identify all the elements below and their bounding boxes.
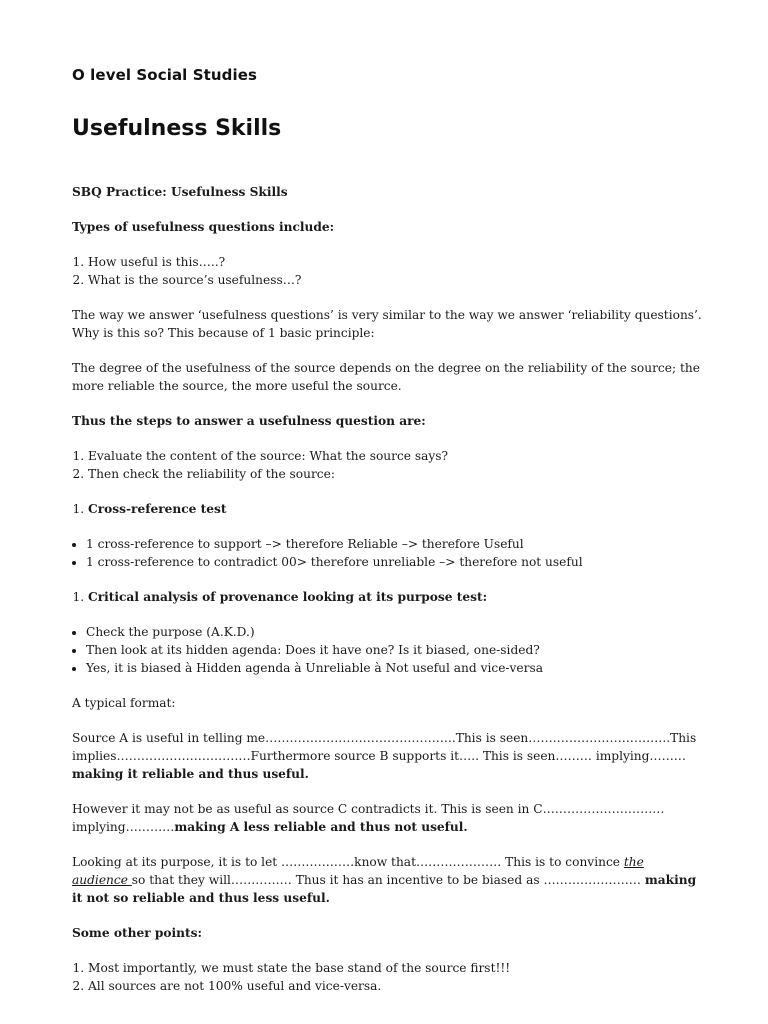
types-heading: Types of usefulness questions include:: [72, 220, 335, 234]
list-item: • 1 cross-reference to support –> therefore Reliable –> therefore Useful: [86, 535, 702, 553]
list-item: • 1 cross-reference to contradict 00> therefore unreliable –> therefore not useful: [86, 553, 702, 571]
cross-ref-list: [72, 535, 702, 571]
format-paragraph-1: Source A is useful in telling me………………………………………..This is seen……………………………..This implies……………………………Furthermore source B supports it….. This is seen……… implying……… making it reliable and thus useful.: [72, 731, 697, 781]
types-list: [72, 253, 702, 289]
principle-paragraph: The degree of the usefulness of the source depends on the degree on the reliability of the source; the more reliable the source, the more useful the source.: [72, 361, 700, 393]
other-heading: Some other points:: [72, 926, 202, 940]
format-paragraph-2: However it may not be as useful as source C contradicts it. This is seen in C………………………… implying…………making A less reliable and thus not useful.: [72, 802, 665, 834]
list-item: • Check the purpose (A.K.D.): [86, 623, 702, 641]
audience-text: the audience: [72, 855, 644, 887]
article-body: [72, 183, 702, 1012]
list-item: 1. Most importantly, we must state the base stand of the source first!!!: [88, 959, 702, 977]
critical-heading-list: [72, 588, 702, 606]
critical-list: [72, 623, 702, 677]
intro-paragraph: The way we answer ‘usefulness questions’ is very similar to the way we answer ‘reliability questions’. Why is this so? This because of 1 basic principle:: [72, 308, 702, 340]
other-list: [72, 959, 702, 995]
format-intro: A typical format:: [72, 696, 176, 710]
cross-ref-heading: 1. Cross-reference test: [88, 500, 702, 518]
list-item: 1. Evaluate the content of the source: What the source says?: [88, 447, 702, 465]
list-item: 2. All sources are not 100% useful and vice-versa.: [88, 977, 702, 995]
steps-heading: Thus the steps to answer a usefulness question are:: [72, 414, 426, 428]
list-item: 1. How useful is this…..?: [88, 253, 702, 271]
list-item: • Yes, it is biased à Hidden agenda à Unreliable à Not useful and vice-versa: [86, 659, 702, 677]
site-title[interactable]: O level Social Studies: [72, 66, 258, 84]
cross-ref-heading-list: [72, 500, 702, 518]
list-item: • Then look at its hidden agenda: Does it have one? Is it biased, one-sided?: [86, 641, 702, 659]
list-item: 2. What is the source’s usefulness…?: [88, 271, 702, 289]
critical-heading: 1. Critical analysis of provenance looking at its purpose test:: [88, 588, 702, 606]
list-item: 2. Then check the reliability of the source:: [88, 465, 702, 483]
page-title: Usefulness Skills: [72, 116, 282, 141]
format-paragraph-3: Looking at its purpose, it is to let ………………know that………………… This is to convince the audience so that they will…………… Thus it has an incentive to be biased as …………………… making it not so reliable and thus less useful.: [72, 855, 697, 905]
steps-list: [72, 447, 702, 483]
sbq-heading: SBQ Practice: Usefulness Skills: [72, 185, 288, 199]
